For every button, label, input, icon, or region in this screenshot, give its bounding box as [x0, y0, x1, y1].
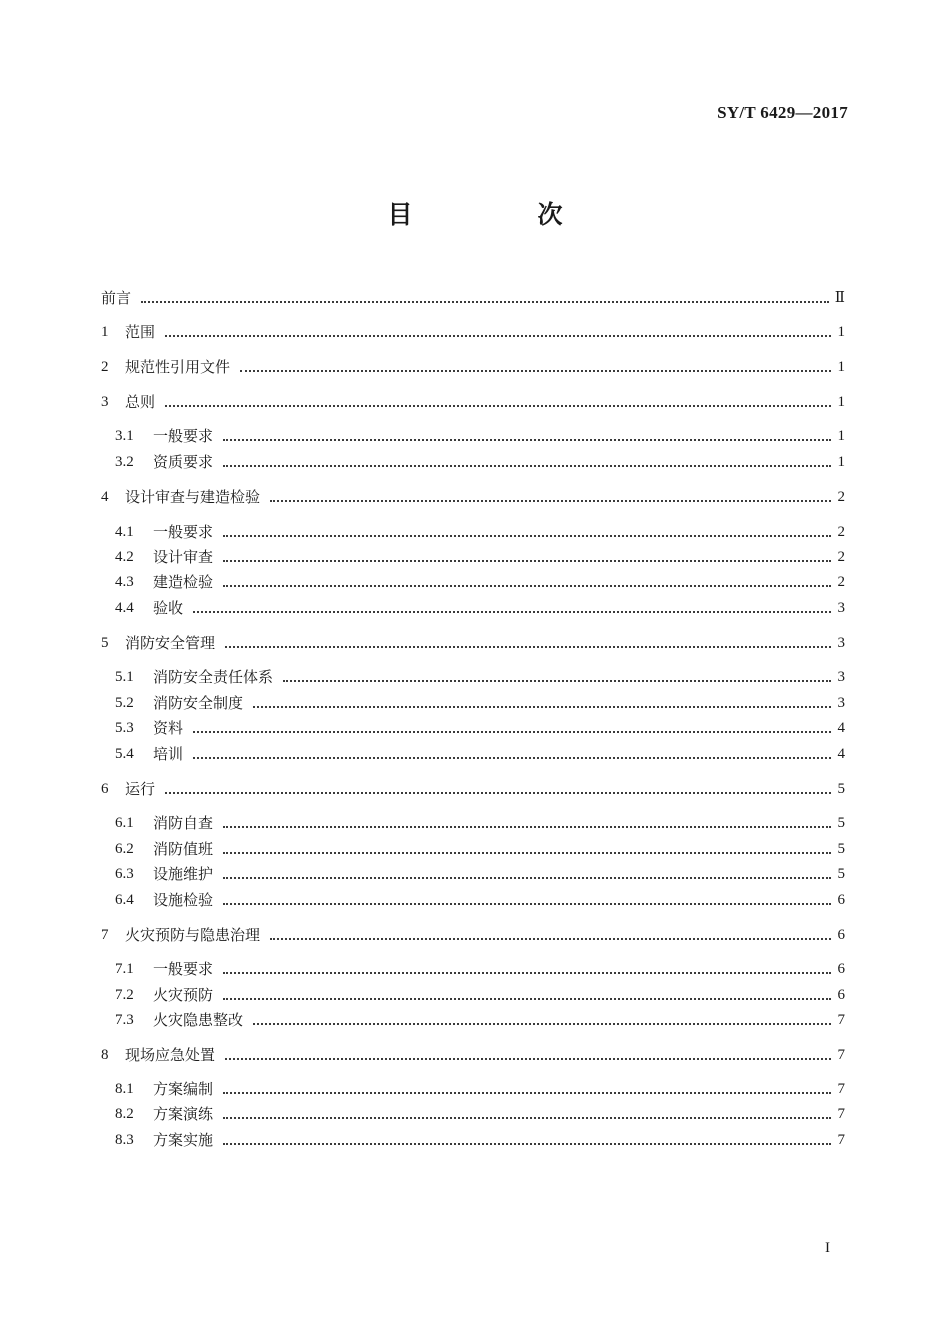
toc-entry-title: 消防安全责任体系: [153, 668, 274, 686]
toc-entry-title: 消防安全制度: [153, 694, 244, 712]
toc-dot-leader: [283, 679, 831, 682]
toc-entry-number: 8.2: [115, 1106, 134, 1122]
toc-entry[interactable]: [115, 984, 845, 1006]
toc-entry[interactable]: [115, 1078, 845, 1100]
toc-dot-leader: [223, 534, 831, 537]
toc-entry[interactable]: [115, 1009, 845, 1031]
toc-entry-page: 1: [837, 359, 845, 375]
toc-entry-title: 火灾隐患整改: [153, 1011, 244, 1029]
toc-entry-number: 7: [101, 927, 109, 943]
toc-dot-leader: [225, 1057, 831, 1060]
toc-entry[interactable]: [115, 958, 845, 980]
toc-dot-leader: [223, 1091, 831, 1094]
toc-entry-number: 5: [101, 635, 109, 651]
toc-entry[interactable]: [101, 287, 845, 309]
toc-entry[interactable]: [115, 546, 845, 568]
toc-entry-page: 6: [837, 987, 845, 1003]
toc-entry-number: 4.1: [115, 524, 134, 540]
toc-dot-leader: [141, 300, 829, 303]
toc-dot-leader: [193, 730, 831, 733]
toc-entry-number: 8: [101, 1047, 109, 1063]
toc-entry-page: 4: [837, 720, 845, 736]
toc-entry-title: 消防值班: [153, 840, 214, 858]
toc-entry-number: 4.4: [115, 600, 134, 616]
toc-entry-page: 1: [837, 394, 845, 410]
toc-dot-leader: [223, 851, 831, 854]
toc-entry-page: 1: [837, 454, 845, 470]
toc-entry-number: 6.4: [115, 892, 134, 908]
toc-entry-title: 规范性引用文件: [125, 358, 231, 376]
toc-entry-number: 6: [101, 781, 109, 797]
toc-entry-page: 3: [837, 635, 845, 651]
toc-entry-page: 6: [837, 961, 845, 977]
toc-entry-title: 设计审查: [153, 548, 214, 566]
toc-entry-page: 7: [837, 1106, 845, 1122]
toc-entry[interactable]: [101, 391, 845, 413]
toc-entry[interactable]: [115, 451, 845, 473]
toc-entry[interactable]: [101, 778, 845, 800]
toc-dot-leader: [223, 971, 831, 974]
toc-entry-page: 2: [837, 524, 845, 540]
toc-dot-leader: [240, 369, 831, 372]
toc-entry[interactable]: [115, 812, 845, 834]
toc-entry[interactable]: [115, 889, 845, 911]
toc-entry-page: 7: [837, 1047, 845, 1063]
toc-dot-leader: [193, 756, 831, 759]
toc-entry-page: 2: [837, 574, 845, 590]
toc-entry-number: 5.3: [115, 720, 134, 736]
page-title: 目 次: [387, 200, 613, 229]
toc-entry-page: Ⅱ: [834, 290, 845, 306]
page-number: I: [825, 1240, 830, 1256]
toc-entry[interactable]: [101, 486, 845, 508]
toc-entry-title: 资质要求: [153, 453, 214, 471]
toc-entry-page: 4: [837, 746, 845, 762]
toc-entry[interactable]: [101, 321, 845, 343]
toc-entry-title: 火灾预防与隐患治理: [125, 926, 261, 944]
toc-dot-leader: [165, 404, 831, 407]
toc-dot-leader: [225, 645, 831, 648]
toc-entry-page: 5: [837, 866, 845, 882]
toc-entry-page: 7: [837, 1132, 845, 1148]
toc-entry-title: 一般要求: [153, 523, 214, 541]
toc-entry[interactable]: [115, 571, 845, 593]
toc-entry[interactable]: [115, 1129, 845, 1151]
toc-entry-number: 4.2: [115, 549, 134, 565]
toc-entry-title: 火灾预防: [153, 986, 214, 1004]
toc-entry[interactable]: [115, 692, 845, 714]
toc-entry-title: 范围: [125, 323, 156, 341]
toc-dot-leader: [193, 610, 831, 613]
toc-dot-leader: [270, 937, 831, 940]
toc-entry[interactable]: [115, 666, 845, 688]
toc-entry[interactable]: [115, 717, 845, 739]
toc-entry-title: 设施检验: [153, 891, 214, 909]
toc-dot-leader: [253, 1022, 831, 1025]
toc-entry-page: 7: [837, 1012, 845, 1028]
toc-dot-leader: [223, 584, 831, 587]
toc-entry-title: 一般要求: [153, 960, 214, 978]
toc-entry-page: 7: [837, 1081, 845, 1097]
toc-entry-page: 5: [837, 841, 845, 857]
toc-entry-title: 资料: [153, 719, 184, 737]
toc-entry-number: 7.3: [115, 1012, 134, 1028]
toc-entry-page: 3: [837, 695, 845, 711]
toc-entry-number: 3: [101, 394, 109, 410]
toc-dot-leader: [165, 791, 831, 794]
toc-entry-title: 设施维护: [153, 865, 214, 883]
toc-dot-leader: [223, 902, 831, 905]
toc-entry-page: 2: [837, 489, 845, 505]
toc-entry-page: 5: [837, 815, 845, 831]
toc-entry-number: 8.1: [115, 1081, 134, 1097]
toc-entry-number: 6.3: [115, 866, 134, 882]
toc-entry[interactable]: [115, 743, 845, 765]
toc-entry-page: 6: [837, 892, 845, 908]
toc-entry[interactable]: [101, 1044, 845, 1066]
toc-entry-number: 1: [101, 324, 109, 340]
toc-entry[interactable]: [101, 924, 845, 946]
toc-entry[interactable]: [115, 863, 845, 885]
toc-dot-leader: [270, 499, 831, 502]
toc-entry-title: 验收: [153, 599, 184, 617]
toc-dot-leader: [165, 334, 831, 337]
toc-dot-leader: [253, 705, 831, 708]
toc-dot-leader: [223, 559, 831, 562]
toc-dot-leader: [223, 1116, 831, 1119]
toc-entry[interactable]: [115, 838, 845, 860]
toc-dot-leader: [223, 876, 831, 879]
toc-entry-title: 方案演练: [153, 1105, 214, 1123]
toc-entry-title: 设计审查与建造检验: [125, 488, 261, 506]
toc-entry[interactable]: [115, 521, 845, 543]
toc-entry-title: 前言: [101, 289, 132, 307]
toc-entry-page: 1: [837, 324, 845, 340]
toc-entry-number: 5.4: [115, 746, 134, 762]
toc-entry[interactable]: [115, 1103, 845, 1125]
toc-entry-number: 7.2: [115, 987, 134, 1003]
toc-entry-title: 总则: [125, 393, 156, 411]
toc-entry-number: 8.3: [115, 1132, 134, 1148]
toc-dot-leader: [223, 438, 831, 441]
toc-entry[interactable]: [101, 632, 845, 654]
toc-entry-number: 6.2: [115, 841, 134, 857]
toc-entry-title: 方案编制: [153, 1080, 214, 1098]
toc-entry-number: 7.1: [115, 961, 134, 977]
toc-entry-page: 3: [837, 669, 845, 685]
toc-entry-page: 1: [837, 428, 845, 444]
toc-dot-leader: [223, 825, 831, 828]
toc-entry-number: 5.1: [115, 669, 134, 685]
toc-entry-title: 一般要求: [153, 427, 214, 445]
toc-dot-leader: [223, 464, 831, 467]
toc-entry-title: 现场应急处置: [125, 1046, 216, 1064]
toc-entry-number: 5.2: [115, 695, 134, 711]
toc-entry-number: 6.1: [115, 815, 134, 831]
toc-entry-number: 4: [101, 489, 109, 505]
toc-entry[interactable]: [115, 425, 845, 447]
toc-entry-page: 6: [837, 927, 845, 943]
toc-entry-title: 运行: [125, 780, 156, 798]
toc-entry-title: 建造检验: [153, 573, 214, 591]
toc-entry[interactable]: [101, 356, 845, 378]
toc-entry-number: 3.2: [115, 454, 134, 470]
toc-entry-page: 5: [837, 781, 845, 797]
toc-entry[interactable]: [115, 597, 845, 619]
toc-dot-leader: [223, 997, 831, 1000]
toc-entry-title: 消防安全管理: [125, 634, 216, 652]
toc-entry-page: 3: [837, 600, 845, 616]
toc-entry-number: 3.1: [115, 428, 134, 444]
toc-entry-number: 2: [101, 359, 109, 375]
standard-code: SY/T 6429—2017: [717, 103, 848, 122]
toc-entry-title: 培训: [153, 745, 184, 763]
toc-dot-leader: [223, 1142, 831, 1145]
toc-entry-number: 4.3: [115, 574, 134, 590]
toc-entry-title: 方案实施: [153, 1131, 214, 1149]
toc-entry-title: 消防自查: [153, 814, 214, 832]
toc-entry-page: 2: [837, 549, 845, 565]
